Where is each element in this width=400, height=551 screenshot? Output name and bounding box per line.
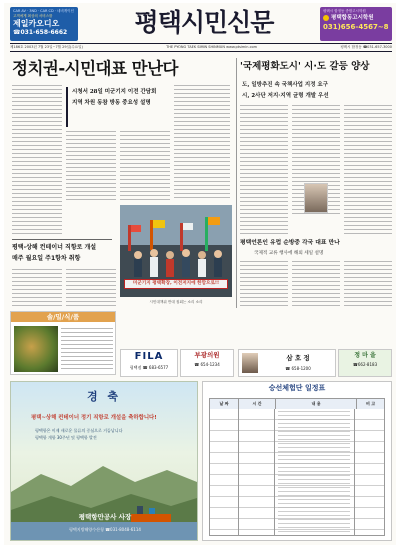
- restaurant-ad-title: 솔/밀/식/품: [11, 312, 115, 322]
- lead-subhead-1: 시청서 28일 미군기지 이전 간담회: [72, 89, 157, 95]
- academy-logo-icon: [323, 15, 329, 21]
- fila-phone: 평택점 ☎ 683-6577: [129, 365, 169, 370]
- mid-right-body-1: [240, 261, 288, 306]
- right-ad-name: 평택합동고시학원: [331, 15, 374, 21]
- masthead-left-ad[interactable]: [10, 7, 78, 41]
- company-phone: ☎ 658-1200: [285, 366, 311, 371]
- congrats-sub-2: 평택항 개항 30주년 및 평택항 발전: [35, 435, 97, 440]
- lead-headline: 정치권-시민대표 만난다: [12, 59, 178, 78]
- masthead-info-bar: [10, 44, 392, 50]
- right-story-subhead-2: 시, 2사단 저지·지역 균형 개발 우선: [242, 93, 329, 99]
- lead-body-col2: [66, 131, 116, 201]
- congrats-slogan: 평택~상해 컨테이너 정기 직항로 개설을 축하합니다!: [31, 415, 157, 421]
- left-ad-sub: 고객에게 최상의 서비스를: [13, 14, 53, 18]
- restaurant-ad[interactable]: [10, 311, 116, 375]
- lead-body-col4: [174, 85, 230, 201]
- lead-photo: [120, 205, 232, 297]
- right-small-ad[interactable]: [338, 349, 392, 377]
- col-date: 날 짜: [210, 399, 239, 409]
- congrats-footer-tel: 평택지방해양수산청 ☎031-8048-6114: [69, 527, 141, 532]
- clinic-name: 부광의원: [194, 351, 220, 359]
- restaurant-ad-text: [61, 328, 113, 370]
- photo-caption: 시민대책위 반대 집회는 소리 소리: [149, 300, 203, 304]
- lead-body-col1: [12, 85, 62, 235]
- english-name: THE PYONG TAEK SIMIN SHINMUN: [166, 45, 225, 49]
- mid-right-headline: 평택언론인 유럽 순방중 각국 대표 만나: [240, 240, 340, 246]
- left-story-body-1: [12, 269, 62, 307]
- congrats-sub-1: 평택항은 이제 새로운 물류의 중심으로 거듭납니다: [35, 428, 123, 433]
- mid-right-body-2: [292, 261, 340, 306]
- right-ad-sub: 평택시 합정동 종합고시학원: [323, 9, 366, 13]
- schedule-panel: [202, 381, 392, 541]
- website[interactable]: www.ptsimin.com: [226, 45, 258, 49]
- col-content: 내 용: [276, 399, 357, 409]
- left-story-headline-2: 매주 월요일 주1항차 취항: [12, 255, 81, 262]
- congrats-heading: 경 축: [86, 390, 122, 403]
- company-portrait: [242, 353, 258, 373]
- left-story-rule: [12, 239, 112, 240]
- right-story-body-1: [240, 105, 288, 235]
- left-story-body-2: [66, 269, 116, 307]
- fila-logo: FILA: [134, 351, 164, 362]
- right-ad-phone: 031)656-4567~8: [323, 23, 389, 31]
- right-small-ad-name: 정 마 을: [354, 352, 376, 359]
- schedule-table: [209, 398, 385, 536]
- right-contact: 평택시 합정동 ☎031-657-3000: [340, 44, 392, 49]
- lead-body-col3: [120, 131, 170, 201]
- congratulatory-ad[interactable]: [10, 381, 198, 541]
- left-story-headline-1: 평택-상해 컨테이너 직항로 개설: [12, 244, 97, 251]
- mid-right-subhead: 국제적 교류 행사에 해외 세일 설명: [254, 251, 324, 256]
- col-note: 비 고: [365, 401, 376, 406]
- right-story-portrait: [304, 183, 328, 213]
- congrats-company: 평택항만공사 사장: [78, 513, 132, 521]
- col-time: 시 간: [239, 399, 276, 409]
- schedule-body: [210, 409, 384, 535]
- fila-ad[interactable]: [120, 349, 178, 377]
- right-story-body-3: [344, 105, 392, 235]
- left-ad-name: 제일카오디오: [13, 19, 60, 28]
- left-ad-phone: ☎031-658-6662: [13, 29, 68, 36]
- right-story-subhead-1: 도, 일방추진 속 국책사업 지정 요구: [242, 82, 329, 88]
- right-story-rule: [236, 58, 237, 308]
- right-small-ad-phone: ☎662-8183: [352, 362, 378, 367]
- masthead-rule-bottom: [10, 51, 392, 52]
- issue-line: 제186호 2003년 7월 23일~7월 29일(수요일): [10, 44, 83, 49]
- schedule-title: 승선체험단 일정표: [268, 384, 326, 392]
- restaurant-food-image: [14, 326, 58, 372]
- mid-right-body-3: [344, 261, 392, 306]
- company-name: 삼 호 정: [286, 354, 310, 362]
- newspaper-page: [4, 3, 396, 545]
- clinic-ad[interactable]: [180, 349, 234, 377]
- lead-subhead-2: 지역 차원 동참 방동 중요성 설명: [72, 100, 151, 106]
- left-ad-tags: CAR AV · 3ND · CAR CD · 네비게이션: [13, 9, 74, 13]
- clinic-phone: ☎ 654-1234: [194, 362, 220, 367]
- masthead-right-ad[interactable]: [320, 7, 392, 41]
- lead-subhead-box: [66, 87, 170, 127]
- right-story-headline: '국제평화도시' 시·도 갈등 양상: [240, 61, 370, 72]
- masthead-title: 평택시민신문: [134, 8, 274, 37]
- company-ad[interactable]: [238, 349, 336, 377]
- photo-banner: 미군기지 평택확장, 이전저지에 한맘으로!!: [124, 279, 228, 289]
